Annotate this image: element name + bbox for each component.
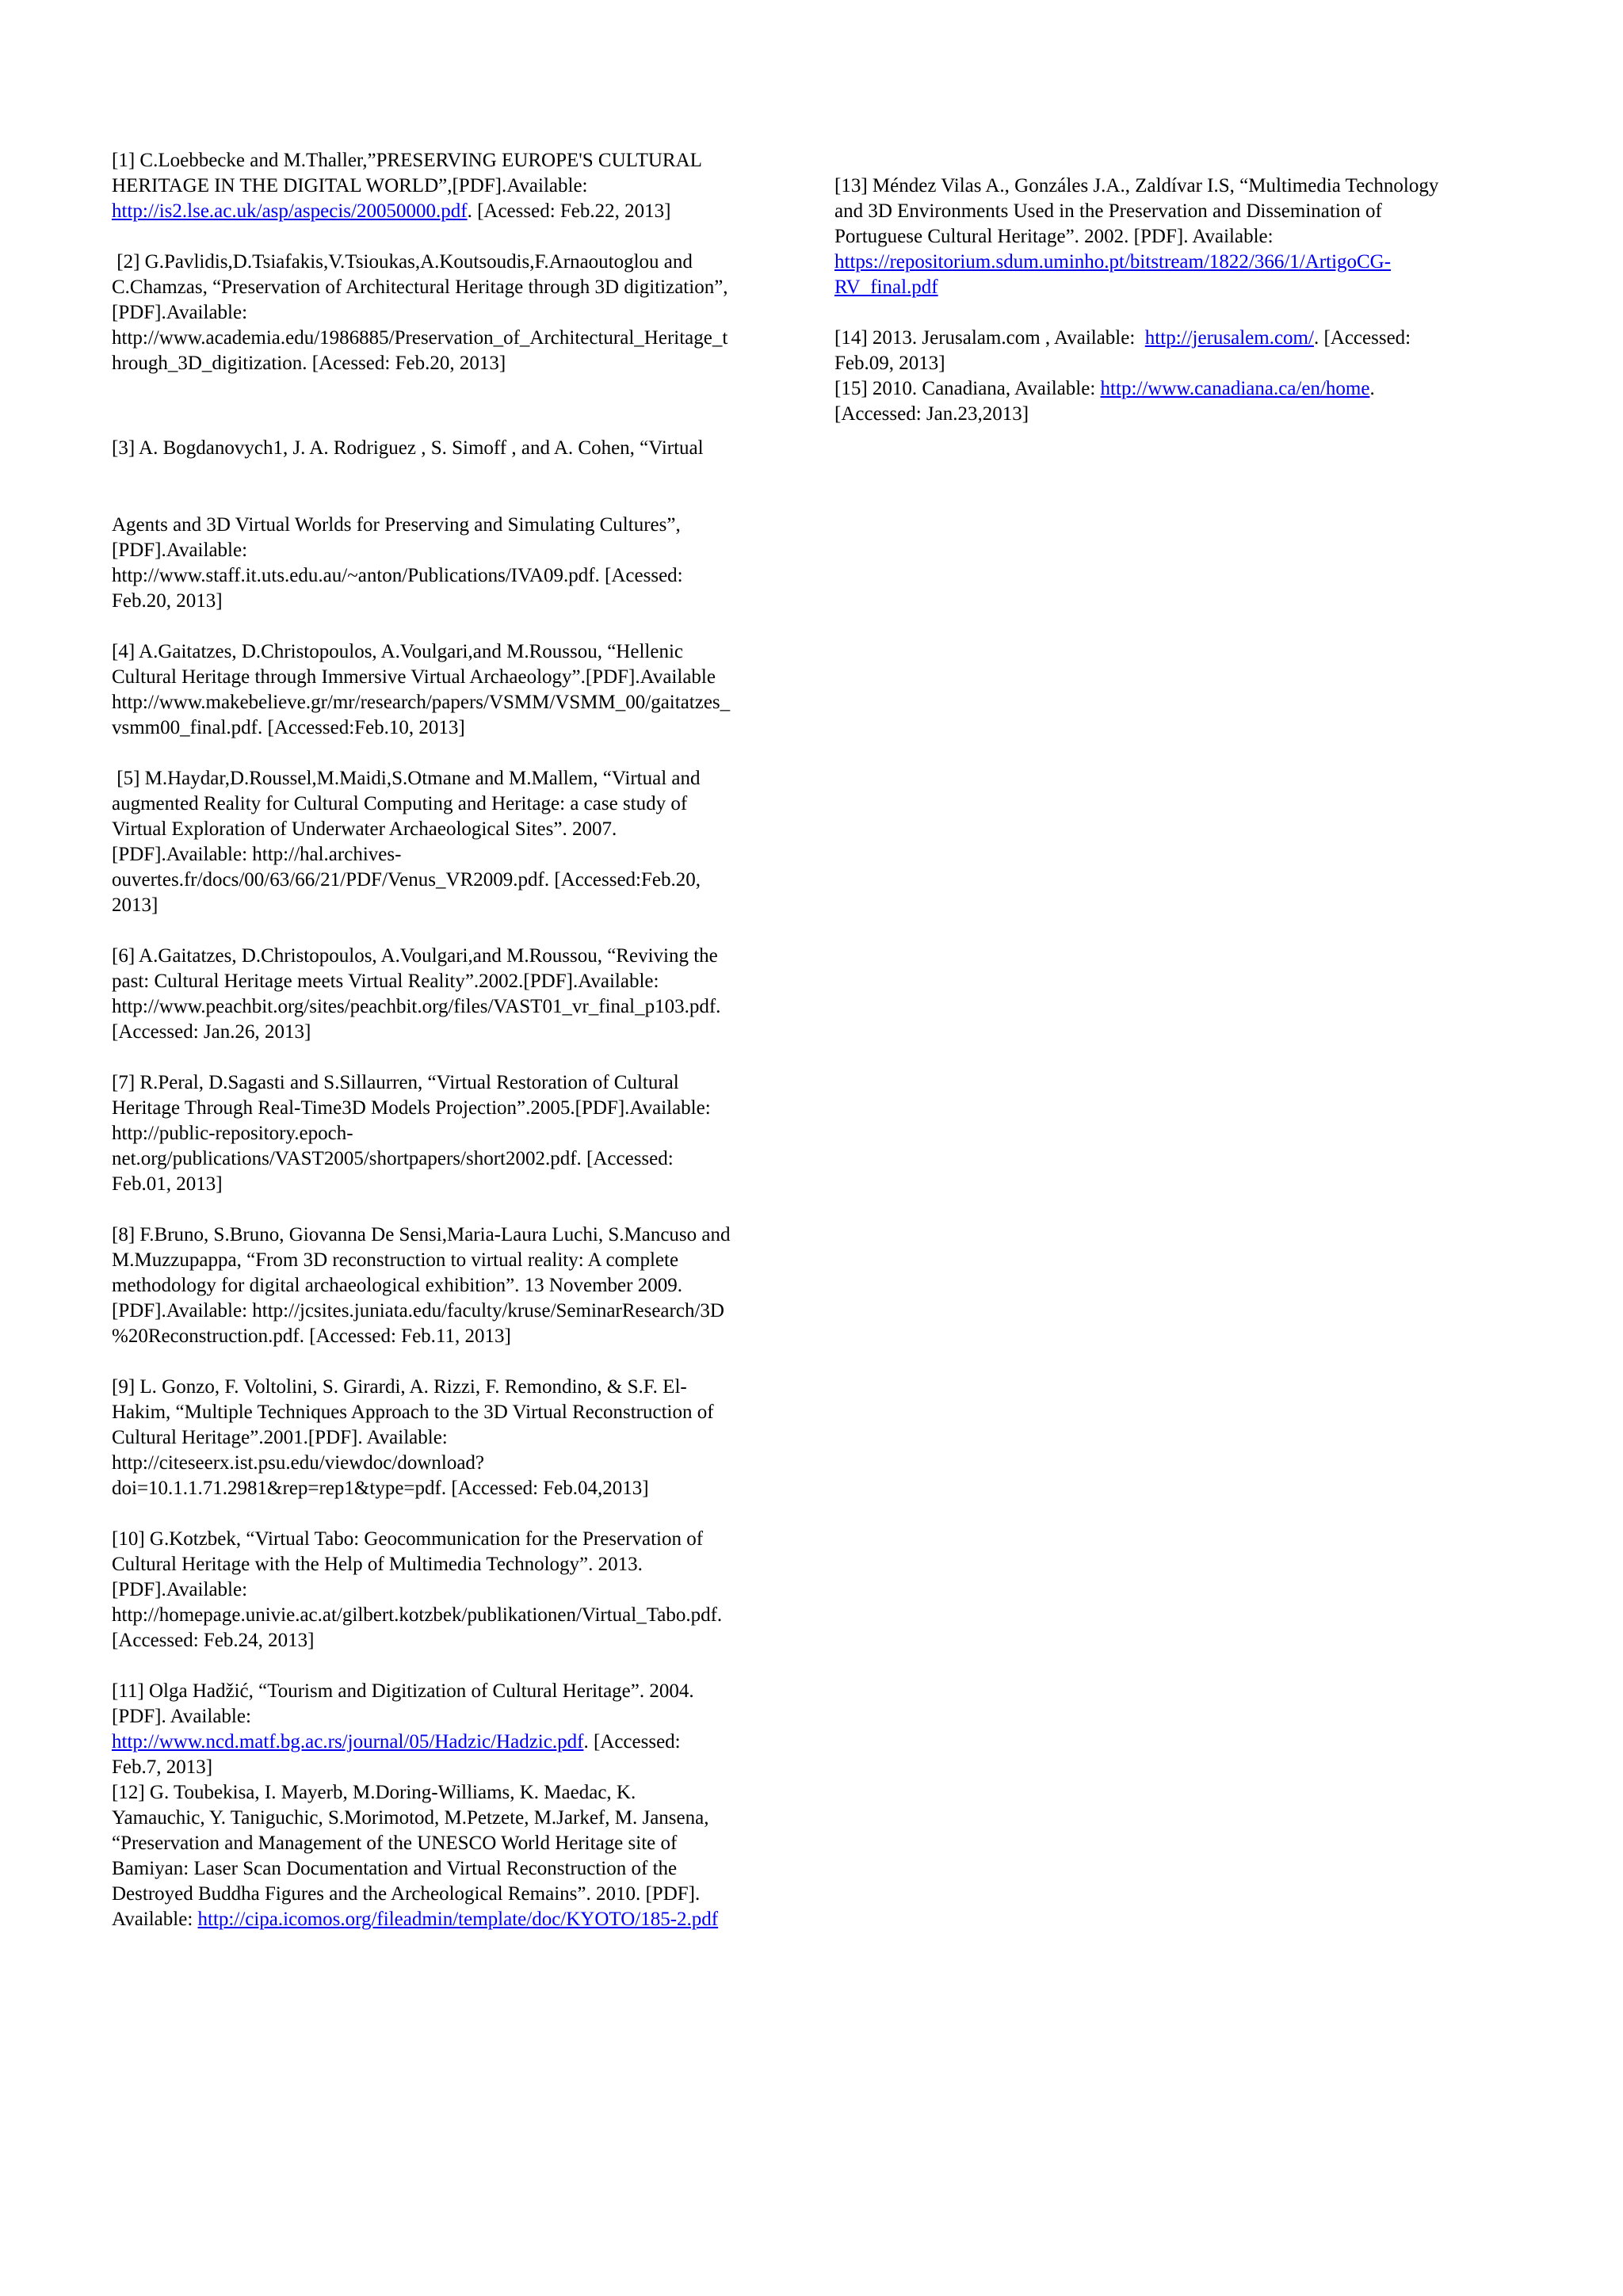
reference-line xyxy=(112,1273,809,1299)
reference-text: [Accessed: Jan.26, 2013] xyxy=(112,1021,311,1043)
reference-text: Available: xyxy=(112,1909,198,1930)
reference-text: Cultural Heritage”.2001.[PDF]. Available: xyxy=(112,1427,448,1448)
reference-text: http://homepage.univie.ac.at/gilbert.kotzbek/publikationen/Virtual_Tabo.pdf. xyxy=(112,1604,723,1626)
reference-line xyxy=(112,1476,809,1501)
reference-line xyxy=(112,513,809,538)
reference-entry-15 xyxy=(834,376,1532,427)
reference-link[interactable]: https://repositorium.sdum.uminho.pt/bitstream/1822/366/1/ArtigoCG- xyxy=(834,251,1392,273)
reference-line xyxy=(112,1552,809,1577)
reference-text: [PDF].Available: xyxy=(112,540,248,561)
reference-line xyxy=(112,1628,809,1653)
reference-line xyxy=(112,1451,809,1476)
reference-line xyxy=(112,639,809,665)
reference-text: [4] A.Gaitatzes, D.Christopoulos, A.Voulgari,and M.Roussou, “Hellenic xyxy=(112,641,683,662)
reference-link[interactable]: http://jerusalem.com/ xyxy=(1144,327,1314,349)
reference-text: Virtual Exploration of Underwater Archaeological Sites”. 2007. xyxy=(112,818,617,840)
reference-line xyxy=(112,351,809,376)
reference-link[interactable]: http://is2.lse.ac.uk/asp/aspecis/20050000.pdf xyxy=(112,200,468,222)
reference-line xyxy=(112,1603,809,1628)
reference-line xyxy=(112,538,809,563)
reference-text: [8] F.Bruno, S.Bruno, Giovanna De Sensi,Maria-Laura Luchi, S.Mancuso and xyxy=(112,1224,731,1245)
reference-line xyxy=(112,1907,809,1932)
reference-line xyxy=(112,1172,809,1197)
reference-line xyxy=(112,791,809,817)
references-left-column xyxy=(112,148,809,1932)
reference-line xyxy=(112,1527,809,1552)
reference-text: [Accessed: Feb.24, 2013] xyxy=(112,1630,315,1651)
reference-text: Feb.01, 2013] xyxy=(112,1173,223,1195)
reference-text: [5] M.Haydar,D.Roussel,M.Maidi,S.Otmane and M.Mallem, “Virtual and xyxy=(112,768,701,789)
reference-line xyxy=(112,842,809,868)
reference-text: [7] R.Peral, D.Sagasti and S.Sillaurren, “Virtual Restoration of Cultural xyxy=(112,1072,679,1093)
reference-line xyxy=(112,1070,809,1096)
reference-entry-9 xyxy=(112,1375,809,1501)
reference-text: Heritage Through Real-Time3D Models Projection”.2005.[PDF].Available: xyxy=(112,1097,711,1119)
reference-text: http://www.academia.edu/1986885/Preservation_of_Architectural_Heritage_t xyxy=(112,327,728,349)
reference-line xyxy=(112,766,809,791)
reference-text: and 3D Environments Used in the Preservation and Dissemination of xyxy=(834,200,1382,222)
reference-text: C.Chamzas, “Preservation of Architectural Heritage through 3D digitization”, xyxy=(112,277,728,298)
reference-line xyxy=(112,1780,809,1806)
reference-line xyxy=(112,1121,809,1146)
reference-text: [PDF].Available: http://jcsites.juniata.edu/faculty/kruse/SeminarResearch/3D xyxy=(112,1300,724,1322)
reference-line xyxy=(112,275,809,300)
reference-line xyxy=(112,174,809,199)
reference-text: “Preservation and Management of the UNESCO World Heritage site of xyxy=(112,1833,678,1854)
reference-line xyxy=(112,1831,809,1856)
reference-line xyxy=(834,351,1532,376)
reference-text: [3] A. Bogdanovych1, J. A. Rodriguez , S. Simoff , and A. Cohen, “Virtual xyxy=(112,437,704,459)
reference-line xyxy=(834,174,1532,199)
reference-line xyxy=(834,199,1532,224)
reference-text: Destroyed Buddha Figures and the Archeological Remains”. 2010. [PDF]. xyxy=(112,1883,701,1905)
reference-line xyxy=(112,969,809,994)
reference-text: [9] L. Gonzo, F. Voltolini, S. Girardi, A. Rizzi, F. Remondino, & S.F. El- xyxy=(112,1376,687,1398)
reference-text: M.Muzzupappa, “From 3D reconstruction to virtual reality: A complete xyxy=(112,1249,679,1271)
reference-text: [10] G.Kotzbek, “Virtual Tabo: Geocommunication for the Preservation of xyxy=(112,1528,704,1550)
reference-line xyxy=(112,715,809,741)
reference-text: [6] A.Gaitatzes, D.Christopoulos, A.Voulgari,and M.Roussou, “Reviving the xyxy=(112,945,718,967)
reference-text: http://www.makebelieve.gr/mr/research/papers/VSMM/VSMM_00/gaitatzes_ xyxy=(112,692,731,713)
reference-text: http://citeseerx.ist.psu.edu/viewdoc/download? xyxy=(112,1452,485,1474)
reference-text: hrough_3D_digitization. [Acessed: Feb.20, 2013] xyxy=(112,353,506,374)
reference-line xyxy=(112,1222,809,1248)
reference-text: [11] Olga Hadžić, “Tourism and Digitization of Cultural Heritage”. 2004. xyxy=(112,1680,694,1702)
reference-line xyxy=(834,224,1532,250)
reference-text: http://www.peachbit.org/sites/peachbit.org/files/VAST01_vr_final_p103.pdf. xyxy=(112,996,721,1017)
reference-line xyxy=(112,1400,809,1425)
reference-entry-8 xyxy=(112,1222,809,1349)
reference-link[interactable]: http://www.ncd.matf.bg.ac.rs/journal/05/Hadzic/Hadzic.pdf xyxy=(112,1731,584,1753)
reference-line xyxy=(112,199,809,224)
reference-line xyxy=(834,326,1532,351)
reference-text: Cultural Heritage through Immersive Virtual Archaeology”.[PDF].Available xyxy=(112,666,716,688)
reference-text: . [Acessed: Feb.22, 2013] xyxy=(467,200,671,222)
reference-line xyxy=(112,563,809,589)
reference-text: 2013] xyxy=(112,894,158,916)
reference-entry-1 xyxy=(112,148,809,224)
reference-line xyxy=(112,1096,809,1121)
reference-entry-7 xyxy=(112,1070,809,1197)
reference-text: HERITAGE IN THE DIGITAL WORLD”,[PDF].Available: xyxy=(112,175,588,196)
reference-text: Feb.20, 2013] xyxy=(112,590,223,612)
reference-link[interactable]: RV_final.pdf xyxy=(834,277,938,298)
reference-text: past: Cultural Heritage meets Virtual Reality”.2002.[PDF].Available: xyxy=(112,971,659,992)
reference-line xyxy=(112,1755,809,1780)
reference-text: [1] C.Loebbecke and M.Thaller,”PRESERVING EUROPE'S CULTURAL xyxy=(112,150,702,171)
reference-line xyxy=(112,1375,809,1400)
reference-line xyxy=(112,1856,809,1882)
reference-text: net.org/publications/VAST2005/shortpapers/short2002.pdf. [Accessed: xyxy=(112,1148,674,1169)
reference-line xyxy=(112,1425,809,1451)
reference-line xyxy=(834,275,1532,300)
reference-text: . [Accessed: xyxy=(583,1731,681,1753)
reference-line xyxy=(112,1730,809,1755)
reference-text: . xyxy=(1369,378,1375,399)
reference-entry-3-cont xyxy=(112,513,809,614)
reference-line xyxy=(112,1704,809,1730)
reference-text: %20Reconstruction.pdf. [Accessed: Feb.11, 2013] xyxy=(112,1325,511,1347)
reference-text: Hakim, “Multiple Techniques Approach to the 3D Virtual Reconstruction of xyxy=(112,1402,714,1423)
references-right-column xyxy=(834,174,1532,427)
reference-line xyxy=(112,690,809,715)
reference-text: Feb.7, 2013] xyxy=(112,1756,213,1778)
reference-line xyxy=(112,665,809,690)
reference-line xyxy=(112,436,809,461)
reference-text: [PDF].Available: xyxy=(112,1579,248,1600)
reference-text: [PDF]. Available: xyxy=(112,1706,251,1727)
reference-text: vsmm00_final.pdf. [Accessed:Feb.10, 2013] xyxy=(112,717,465,738)
reference-entry-13 xyxy=(834,174,1532,300)
reference-line xyxy=(112,1248,809,1273)
reference-link[interactable]: http://www.canadiana.ca/en/home xyxy=(1100,378,1370,399)
reference-text: [2] G.Pavlidis,D.Tsiafakis,V.Tsioukas,A.Koutsoudis,F.Arnaoutoglou and xyxy=(112,251,693,273)
reference-line xyxy=(112,944,809,969)
reference-entry-10 xyxy=(112,1527,809,1653)
reference-text: Portuguese Cultural Heritage”. 2002. [PDF]. Available: xyxy=(834,226,1274,247)
reference-line xyxy=(112,868,809,893)
reference-line xyxy=(834,376,1532,402)
reference-line xyxy=(834,250,1532,275)
reference-text: http://www.staff.it.uts.edu.au/~anton/Publications/IVA09.pdf. [Acessed: xyxy=(112,565,683,586)
reference-text: doi=10.1.1.71.2981&rep=rep1&type=pdf. [Accessed: Feb.04,2013] xyxy=(112,1478,649,1499)
reference-text: methodology for digital archaeological exhibition”. 13 November 2009. xyxy=(112,1275,682,1296)
reference-entry-12 xyxy=(112,1780,809,1932)
reference-line xyxy=(112,1146,809,1172)
reference-text: http://public-repository.epoch- xyxy=(112,1123,353,1144)
reference-text: [14] 2013. Jerusalam.com , Available: xyxy=(834,327,1145,349)
reference-line xyxy=(112,250,809,275)
reference-text: Yamauchic, Y. Taniguchic, S.Morimotod, M.Petzete, M.Jarkef, M. Jansena, xyxy=(112,1807,709,1829)
reference-line xyxy=(112,893,809,918)
reference-line xyxy=(112,1020,809,1045)
reference-text: Feb.09, 2013] xyxy=(834,353,945,374)
reference-line xyxy=(112,148,809,174)
reference-line xyxy=(112,1882,809,1907)
reference-entry-4 xyxy=(112,639,809,741)
reference-line xyxy=(112,1324,809,1349)
reference-link[interactable]: http://cipa.icomos.org/fileadmin/template/doc/KYOTO/185-2.pdf xyxy=(197,1909,719,1930)
reference-text: ouvertes.fr/docs/00/63/66/21/PDF/Venus_VR2009.pdf. [Accessed:Feb.20, xyxy=(112,869,701,891)
reference-text: augmented Reality for Cultural Computing and Heritage: a case study of xyxy=(112,793,688,814)
reference-text: [Accessed: Jan.23,2013] xyxy=(834,403,1029,425)
reference-line xyxy=(112,1806,809,1831)
reference-text: Bamiyan: Laser Scan Documentation and Virtual Reconstruction of the xyxy=(112,1858,678,1879)
reference-text: [13] Méndez Vilas A., Gonzáles J.A., Zaldívar I.S, “Multimedia Technology xyxy=(834,175,1439,196)
reference-text: . [Accessed: xyxy=(1313,327,1411,349)
reference-line xyxy=(112,1299,809,1324)
reference-entry-2 xyxy=(112,250,809,376)
reference-line xyxy=(834,402,1532,427)
reference-line xyxy=(112,1679,809,1704)
reference-entry-14 xyxy=(834,326,1532,376)
reference-line xyxy=(112,326,809,351)
reference-text: [PDF].Available: xyxy=(112,302,248,323)
reference-text: [PDF].Available: http://hal.archives- xyxy=(112,844,402,865)
reference-line xyxy=(112,817,809,842)
reference-entry-5 xyxy=(112,766,809,918)
reference-text: Cultural Heritage with the Help of Multimedia Technology”. 2013. xyxy=(112,1554,643,1575)
reference-line xyxy=(112,300,809,326)
reference-entry-3 xyxy=(112,436,809,461)
reference-line xyxy=(112,1577,809,1603)
reference-line xyxy=(112,589,809,614)
reference-text: [15] 2010. Canadiana, Available: xyxy=(834,378,1101,399)
reference-text: [12] G. Toubekisa, I. Mayerb, M.Doring-Williams, K. Maedac, K. xyxy=(112,1782,636,1803)
reference-entry-11 xyxy=(112,1679,809,1780)
reference-line xyxy=(112,994,809,1020)
reference-text: Agents and 3D Virtual Worlds for Preserving and Simulating Cultures”, xyxy=(112,514,681,536)
reference-entry-6 xyxy=(112,944,809,1045)
